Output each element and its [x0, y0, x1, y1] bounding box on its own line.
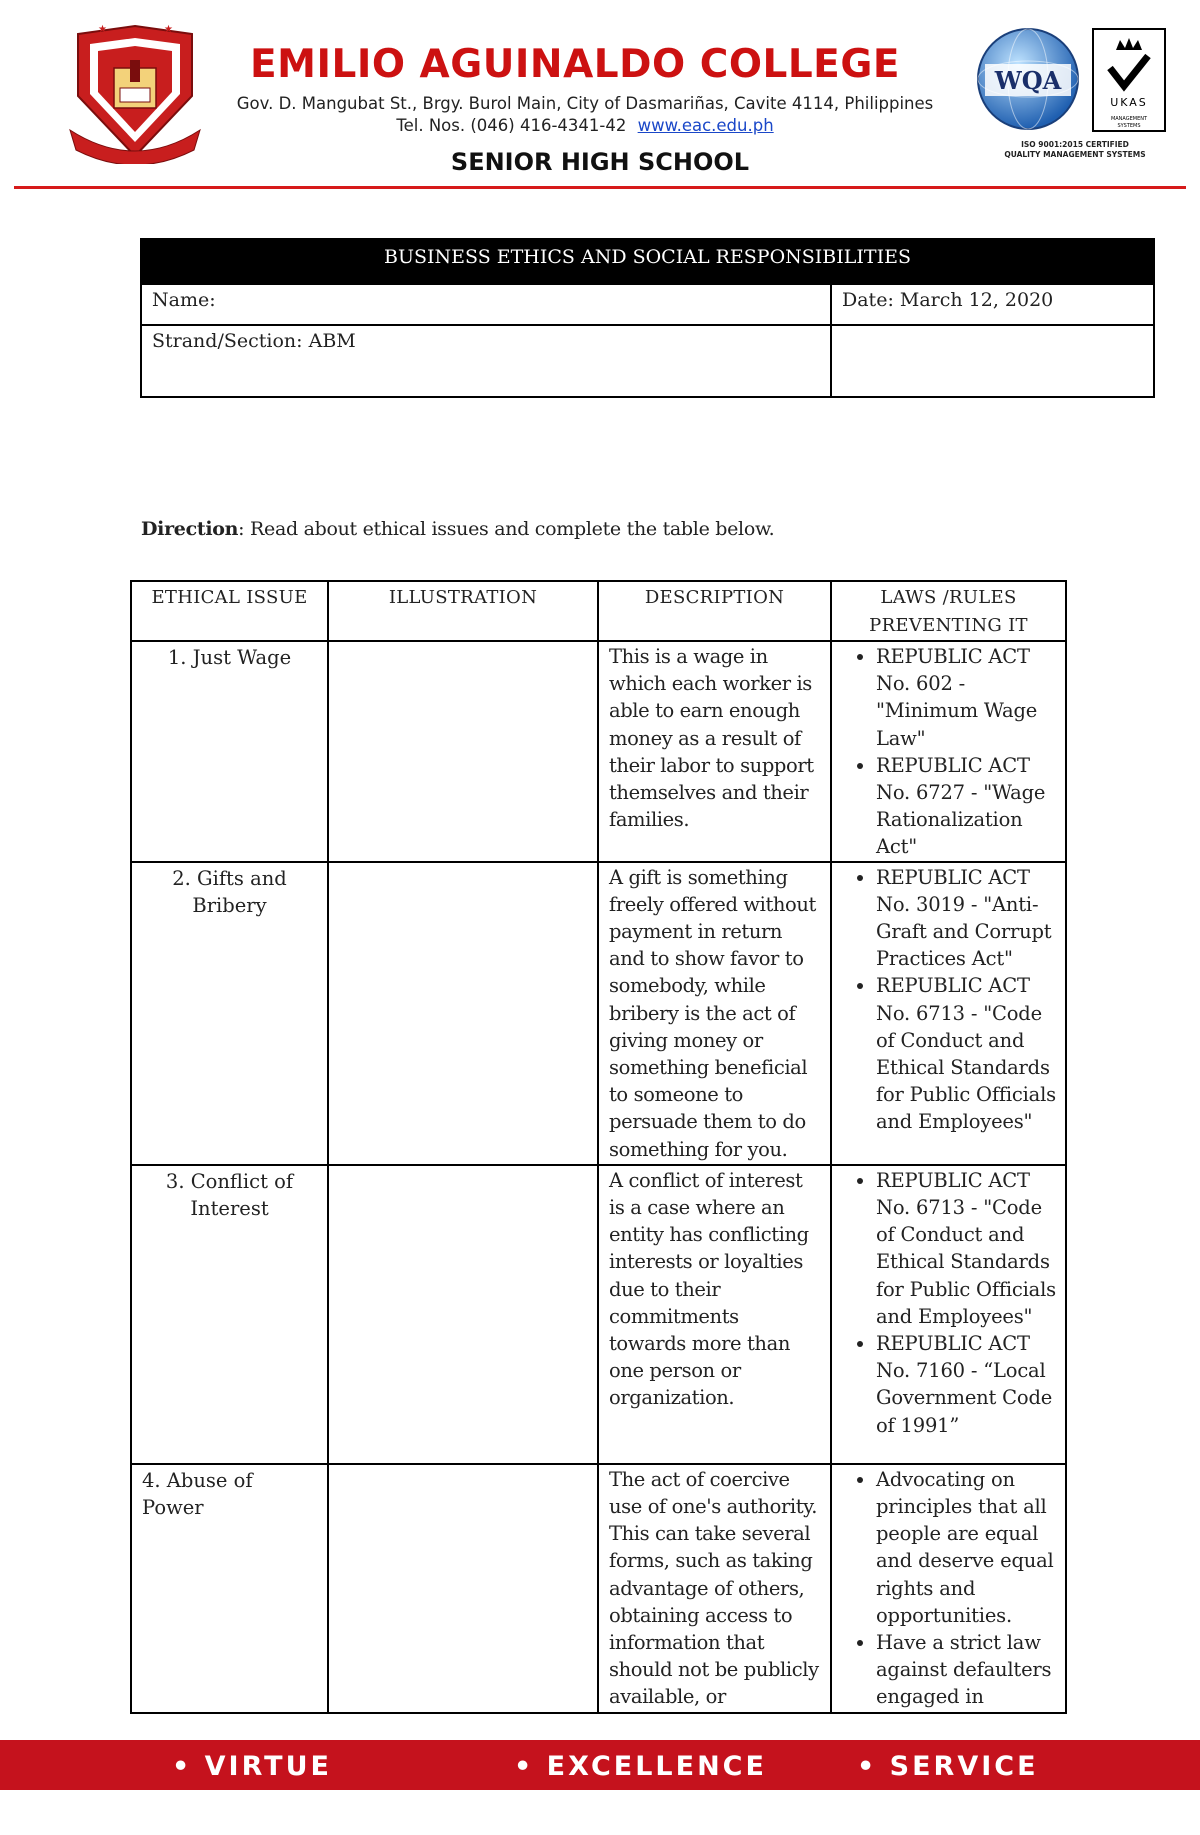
motto-service: • SERVICE	[857, 1751, 1039, 1782]
college-address: Gov. D. Mangubat St., Brgy. Burol Main, City of Dasmariñas, Cavite 4114, Philippines	[236, 94, 934, 113]
laws-cell	[831, 1464, 1066, 1713]
table-header-row	[131, 581, 1066, 641]
laws-cell	[831, 862, 1066, 1165]
description-cell: The act of coercive use of one's authority. This can take several forms, such as taking advantage of others, obtaining access to information that should not be publicly available, or	[598, 1464, 831, 1713]
law-item: • Have a strict law against defaulters engaged in	[876, 1629, 1059, 1711]
illustration-cell[interactable]	[328, 862, 598, 1165]
description-cell: A gift is something freely offered without payment in return and to show favor to somebody, while bribery is the act of giving money or something beneficial to someone to persuade them to do something for you.	[598, 862, 831, 1165]
law-item: • REPUBLIC ACT No. 3019 - "Anti-Graft and Corrupt Practices Act"	[876, 864, 1059, 973]
student-info-table	[140, 238, 1155, 398]
laws-cell	[831, 1165, 1066, 1464]
motto-excellence: • EXCELLENCE	[514, 1751, 767, 1782]
table-row	[131, 862, 1066, 1165]
school-division-title: SENIOR HIGH SCHOOL	[450, 148, 750, 176]
svg-text:WQA: WQA	[994, 66, 1062, 95]
iso-certification-text	[975, 140, 1175, 160]
issue-cell: 3. Conflict of Interest	[131, 1165, 328, 1464]
table-row	[131, 1464, 1066, 1713]
laws-cell	[831, 641, 1066, 862]
issue-cell: 2. Gifts and Bribery	[131, 862, 328, 1165]
college-name: EMILIO AGUINALDO COLLEGE	[250, 42, 900, 87]
illustration-cell[interactable]	[328, 1165, 598, 1464]
header-ethical-issue: ETHICAL ISSUE	[131, 581, 328, 641]
svg-text:MANAGEMENT: MANAGEMENT	[1110, 116, 1148, 122]
header-illustration: ILLUSTRATION	[328, 581, 598, 641]
direction-text: : Read about ethical issues and complete the table below.	[238, 518, 775, 540]
header-divider	[14, 186, 1186, 189]
illustration-cell[interactable]	[328, 1464, 598, 1713]
header-description: DESCRIPTION	[598, 581, 831, 641]
ukas-certification-logo	[1092, 28, 1166, 132]
law-item: • REPUBLIC ACT No. 6713 - "Code of Conduct and Ethical Standards for Public Officials and Employees"	[876, 972, 1059, 1135]
law-item: • REPUBLIC ACT No. 6727 - "Wage Rationalization Act"	[876, 752, 1059, 861]
motto-virtue: • VIRTUE	[172, 1751, 332, 1782]
telephone-numbers: Tel. Nos. (046) 416-4341-42	[396, 116, 627, 135]
letterhead	[0, 0, 1200, 190]
strand-section-field: Strand/Section: ABM	[141, 325, 831, 397]
issue-cell: 1. Just Wage	[131, 641, 328, 862]
direction-label: Direction	[141, 518, 239, 540]
svg-text:UKAS: UKAS	[1110, 96, 1148, 109]
ethical-issues-table	[130, 580, 1067, 1714]
issue-cell: 4. Abuse of Power	[131, 1464, 328, 1713]
svg-text:★: ★	[98, 24, 107, 35]
subject-title: BUSINESS ETHICS AND SOCIAL RESPONSIBILITIES	[141, 239, 1154, 284]
college-seal-logo	[68, 22, 202, 164]
date-field: Date: March 12, 2020	[831, 284, 1154, 325]
name-field[interactable]: Name:	[141, 284, 831, 325]
blank-info-cell	[831, 325, 1154, 397]
header-laws-rules: LAWS /RULES PREVENTING IT	[831, 581, 1066, 641]
iso-line-1: ISO 9001:2015 CERTIFIED	[1021, 140, 1129, 149]
law-item: • REPUBLIC ACT No. 7160 - “Local Government Code of 1991”	[876, 1330, 1059, 1439]
illustration-cell[interactable]	[328, 641, 598, 862]
description-cell: This is a wage in which each worker is able to earn enough money as a result of their labor to support themselves and their families.	[598, 641, 831, 862]
law-item: • REPUBLIC ACT No. 6713 - "Code of Conduct and Ethical Standards for Public Officials and Employees"	[876, 1167, 1059, 1330]
law-item: • Advocating on principles that all people are equal and deserve equal rights and opportunities.	[876, 1466, 1059, 1629]
website-link[interactable]: www.eac.edu.ph	[637, 116, 774, 135]
iso-line-2: QUALITY MANAGEMENT SYSTEMS	[1004, 150, 1146, 159]
contact-line	[210, 116, 960, 135]
svg-text:SYSTEMS: SYSTEMS	[1117, 123, 1141, 129]
law-item: • REPUBLIC ACT No. 602 - "Minimum Wage Law"	[876, 643, 1059, 752]
table-row	[131, 641, 1066, 862]
svg-text:★: ★	[164, 24, 173, 35]
table-row	[131, 1165, 1066, 1464]
direction-instruction	[141, 518, 1141, 540]
description-cell: A conflict of interest is a case where an entity has conflicting interests or loyalties due to their commitments towards more than one person or organization.	[598, 1165, 831, 1464]
wqa-certification-logo	[975, 26, 1081, 132]
footer-banner	[0, 1740, 1200, 1790]
